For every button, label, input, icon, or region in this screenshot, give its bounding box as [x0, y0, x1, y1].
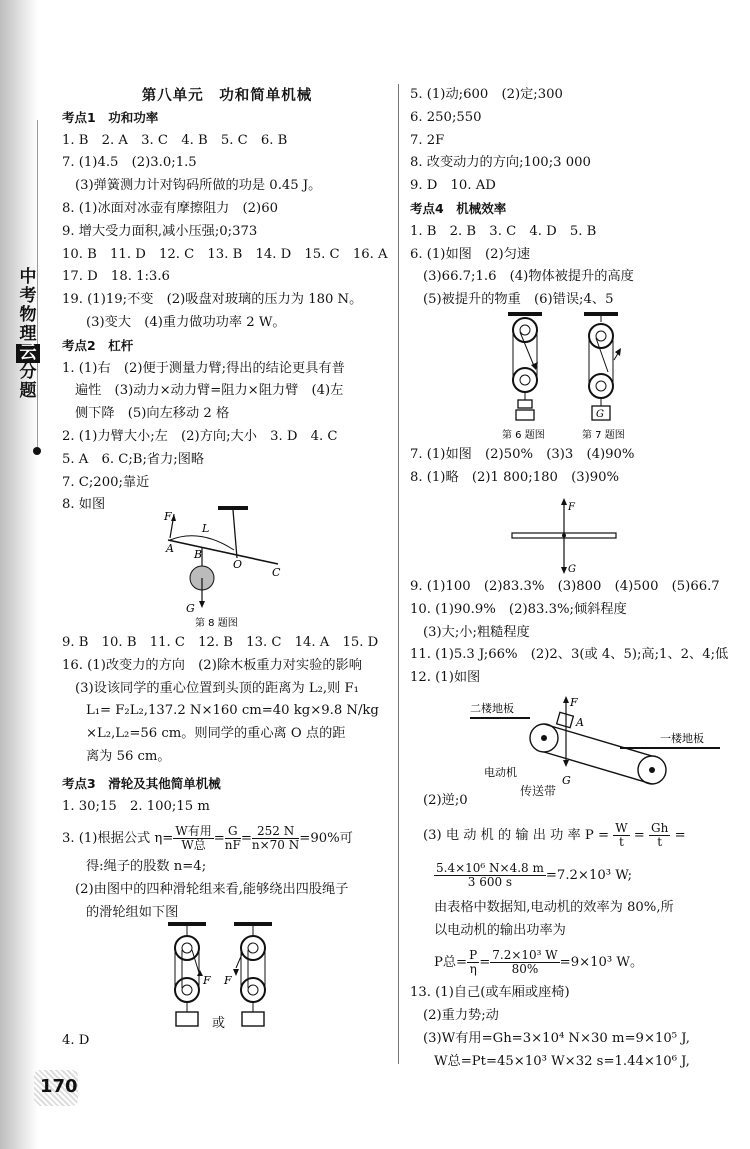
figure-caption: 第 7 题图: [582, 430, 625, 441]
top-roller-axle: [541, 735, 547, 741]
answer-line: 19. (1)19;不变 (2)吸盘对玻璃的压力为 180 N。: [62, 292, 363, 308]
label-G: G: [596, 409, 604, 420]
answer-line: L₁= F₂L₂,137.2 N×160 cm=40 kg×9.8 N/kg: [86, 703, 379, 719]
answer-line: 7. 2F: [410, 132, 445, 148]
section-heading: 考点1 功和功率: [62, 109, 159, 125]
answer-line: 7. (1)如图 (2)50% (3)3 (4)90%: [410, 447, 635, 462]
label-L: L: [202, 522, 210, 535]
formula-line: [410, 946, 740, 980]
answer-line: (2)重力势;动: [423, 1008, 499, 1024]
fixed-pulley-outer: [513, 318, 537, 342]
formula-text: (3) 电 动 机 的 输 出 功 率 P =: [423, 827, 610, 843]
section-heading: 考点3 滑轮及其他简单机械: [62, 775, 221, 791]
formula-text: =7.2×10³ W;: [545, 867, 633, 883]
answer-line: (5)被提升的物重 (6)错误;4、5: [423, 292, 614, 308]
answer-line: (3)W有用=Gh=3×10⁴ N×30 m=9×10⁵ J,: [423, 1030, 690, 1046]
answer-line: 10. (1)90.9% (2)83.3%;倾斜程度: [410, 601, 627, 617]
moving-pulley-outer: [241, 978, 265, 1002]
answer-line: 1. 30;15 2. 100;15 m: [62, 798, 210, 814]
fixed-pulley-inner: [596, 331, 606, 341]
label-belt: 传送带: [520, 784, 557, 798]
gravity-G-arrowhead: [199, 601, 205, 608]
equals: =: [479, 955, 491, 971]
numerator: G: [225, 825, 241, 839]
equals: =: [240, 831, 252, 847]
page-number: 170: [40, 1076, 78, 1097]
answer-line: 10. B 11. D 12. C 13. B 14. D 15. C 16. A: [62, 246, 388, 262]
spine-title-bottom: 分题: [19, 362, 37, 401]
answer-line: (3)设该同学的重心位置到头顶的距离为 L₂,则 F₁: [75, 680, 359, 696]
fraction: [467, 949, 479, 976]
answer-line: 11. (1)5.3 J;66% (2)2、3(或 4、5);高;1、2、4;低: [410, 647, 729, 663]
spine-bullet: [33, 447, 41, 455]
ceiling-mount: [168, 922, 206, 926]
answer-line: 8. (1)略 (2)1 800;180 (3)90%: [410, 469, 620, 485]
center-point: [562, 534, 566, 538]
arrowhead-up: [561, 498, 567, 505]
belt-top: [544, 724, 652, 756]
answer-line: 1. B 2. A 3. C 4. B 5. C 6. B: [62, 132, 288, 148]
answer-line: (3)弹簧测力计对钩码所做的功是 0.45 J。: [75, 178, 322, 194]
moving-pulley-inner: [182, 985, 192, 995]
spine-title-top: 中考物理: [19, 267, 37, 344]
equals: =: [674, 827, 686, 843]
fraction: [649, 822, 670, 849]
pulley-fig-6-7: [496, 310, 646, 442]
answer-line: (2)由图中的四种滑轮组来看,能够绕出四股绳子: [75, 882, 349, 898]
denominator: W总: [181, 838, 206, 853]
numerator: W有用: [175, 824, 212, 839]
answer-line: (3)变大 (4)重力做功功率 2 W。: [86, 314, 286, 330]
denominator: 3 600 s: [467, 874, 513, 889]
answer-line: 8. 改变动力的方向;100;3 000: [410, 155, 591, 171]
label-A: A: [576, 716, 584, 729]
fraction: [613, 822, 629, 849]
fixed-pulley-inner: [520, 325, 530, 335]
answer-line: 侧下降 (5)向左移动 2 格: [75, 406, 230, 422]
arrowhead-down: [561, 567, 567, 574]
formula-line: [62, 822, 392, 856]
label-G: G: [186, 602, 195, 615]
label-F: F: [570, 696, 578, 709]
moving-pulley-outer: [513, 368, 537, 392]
right-column-mid: [410, 444, 740, 490]
formula-text: =9×10³ W。: [559, 955, 644, 971]
fraction: [490, 949, 559, 976]
load-block: [242, 1012, 264, 1026]
label-A: A: [166, 542, 174, 555]
answer-line: 由表格中数据知,电动机的效率为 80%,所: [434, 899, 674, 915]
formula-text: P总=: [434, 955, 468, 971]
answer-line: 2. (1)力臂大小;左 (2)方向;大小 3. D 4. C: [62, 428, 338, 444]
answer-line: 7. (1)4.5 (2)3.0;1.5: [62, 155, 197, 171]
fixed-pulley-outer: [241, 936, 265, 960]
belt-bottom: [544, 752, 652, 784]
numerator: Gh: [651, 820, 669, 835]
package-A: [557, 712, 574, 727]
binding-spine: [0, 0, 46, 1149]
section-heading: 考点4 机械效率: [410, 200, 507, 216]
spine-title: [16, 268, 40, 401]
answer-line: 1. B 2. B 3. C 4. D 5. B: [410, 223, 597, 239]
equals: =: [633, 827, 645, 843]
denominator: t: [657, 834, 663, 849]
label-motor: 电动机: [484, 766, 517, 779]
denominator: n×70 N: [251, 838, 300, 853]
answer-line: 16. (1)改变力的方向 (2)除木板重力对实验的影响: [62, 657, 362, 673]
force-diagram: [508, 496, 628, 576]
label-floor1: 一楼地板: [660, 732, 704, 745]
numerator: 5.4×10⁶ N×4.8 m: [436, 860, 544, 875]
numerator: P: [469, 948, 478, 963]
answer-line: 5. A 6. C;B;省力;图略: [62, 451, 205, 467]
column-divider: [398, 84, 399, 1064]
answer-line: 1. (1)右 (2)便于测量力臂;得出的结论更具有普: [62, 360, 345, 376]
denominator: nF: [224, 838, 241, 853]
right-column-lower: [410, 576, 740, 690]
answer-line: 遍性 (3)动力×动力臂=阻力×阻力臂 (4)左: [75, 383, 344, 399]
answer-line: 7. C;200;靠近: [62, 474, 150, 490]
answer-line: 8. (1)冰面对冰壶有摩擦阻力 (2)60: [62, 200, 278, 216]
answer-line: 9. (1)100 (2)83.3% (3)800 (4)500 (5)66.7: [410, 579, 720, 594]
arrowhead: [563, 696, 569, 703]
fixed-pulley-outer: [175, 936, 199, 960]
spine-title-marker: 云: [16, 344, 40, 363]
label-G: G: [562, 774, 571, 787]
figure-caption: 第 8 题图: [195, 618, 238, 629]
moving-pulley-inner: [248, 985, 258, 995]
ceiling-mount: [234, 922, 272, 926]
arrowhead: [615, 348, 621, 356]
fraction: [225, 825, 241, 852]
right-column: [410, 84, 740, 312]
fixed-pulley-inner: [182, 943, 192, 953]
denominator: η: [469, 962, 477, 977]
ceiling-mount: [508, 312, 542, 316]
label-B: B: [194, 548, 203, 561]
label-F: F: [203, 974, 211, 987]
numerator: 252 N: [252, 825, 299, 839]
ceiling-mount: [584, 312, 618, 316]
fixed-pulley-inner: [248, 943, 258, 953]
answer-line: 离为 56 cm。: [86, 748, 171, 764]
answer-line: 以电动机的输出功率为: [434, 922, 566, 938]
spine-shadow: [0, 0, 38, 1149]
lever-figure: [150, 500, 300, 630]
answer-line: 6. 250;550: [410, 109, 482, 125]
equals: =: [213, 831, 225, 847]
moving-pulley-outer: [175, 978, 199, 1002]
label-C: C: [272, 566, 281, 579]
weight-block: [516, 410, 534, 420]
answer-line: 5. (1)动;600 (2)定;300: [410, 87, 563, 102]
label-F: F: [224, 974, 232, 987]
label-O: O: [233, 558, 243, 571]
answer-line: 得:绳子的股数 n=4;: [86, 859, 207, 875]
fraction: [434, 862, 546, 889]
answer-line: 12. (1)如图: [410, 670, 481, 686]
bottom-roller-axle: [649, 767, 655, 773]
left-column: [62, 84, 392, 517]
label-F: F: [164, 510, 172, 523]
denominator: 80%: [511, 962, 539, 977]
fixed-pulley-outer: [589, 324, 613, 348]
answer-line: ×L₂,L₂=56 cm。则同学的重心离 O 点的距: [86, 726, 346, 742]
left-column-tail: [62, 1030, 392, 1053]
label-floor2: 二楼地板: [470, 702, 514, 715]
rope-pull: [596, 338, 608, 372]
right-column-bottom: [410, 790, 740, 1074]
section-heading: 考点2 杠杆: [62, 337, 134, 353]
moving-pulley-inner: [520, 375, 530, 385]
left-column-lower: [62, 632, 392, 925]
formula-line: [410, 859, 740, 893]
arrowhead: [233, 969, 239, 976]
answer-line: 的滑轮组如下图: [86, 904, 179, 920]
answer-line: 8. 如图: [62, 497, 106, 513]
answer-line: 4. D: [62, 1033, 90, 1048]
moving-pulley-inner: [596, 381, 606, 391]
load-block: [176, 1012, 198, 1026]
weight-block: [518, 400, 532, 408]
page-title: 第八单元 功和简单机械: [141, 88, 313, 104]
answer-line: 9. D 10. AD: [410, 178, 496, 194]
support-rope: [233, 510, 237, 558]
or-label: 或: [212, 1016, 226, 1031]
figure-caption: 第 6 题图: [502, 430, 545, 441]
formula-line: [410, 819, 740, 853]
fraction: [252, 825, 299, 852]
answer-line: 13. (1)自己(或车厢或座椅): [410, 985, 570, 1001]
numerator: 7.2×10³ W: [492, 948, 558, 963]
rope-pull: [520, 332, 534, 366]
fraction: [173, 825, 213, 852]
formula-text: =90%可: [299, 831, 353, 847]
answer-line: W总=Pt=45×10³ W×32 s=1.44×10⁶ J,: [434, 1053, 690, 1069]
answer-line: (3)66.7;1.6 (4)物体被提升的高度: [423, 269, 634, 285]
ceiling-mount: [218, 506, 248, 510]
formula-text: 3. (1)根据公式 η=: [62, 831, 174, 847]
numerator: W: [615, 820, 628, 835]
answer-line: 9. 增大受力面积,减小压强;0;373: [62, 223, 258, 239]
conveyor-figure: [470, 696, 720, 788]
moving-pulley-outer: [589, 374, 613, 398]
answer-line: 6. (1)如图 (2)匀速: [410, 246, 531, 262]
label-G: G: [568, 564, 576, 575]
arrowhead: [563, 760, 569, 767]
answer-line: 9. B 10. B 11. C 12. B 13. C 14. A 15. D: [62, 635, 379, 650]
answer-line: (3)大;小;粗糙程度: [423, 624, 530, 640]
label-F: F: [568, 502, 575, 513]
denominator: t: [618, 834, 624, 849]
answer-line: 17. D 18. 1:3.6: [62, 269, 170, 285]
answer-line: (2)逆;0: [423, 793, 468, 808]
